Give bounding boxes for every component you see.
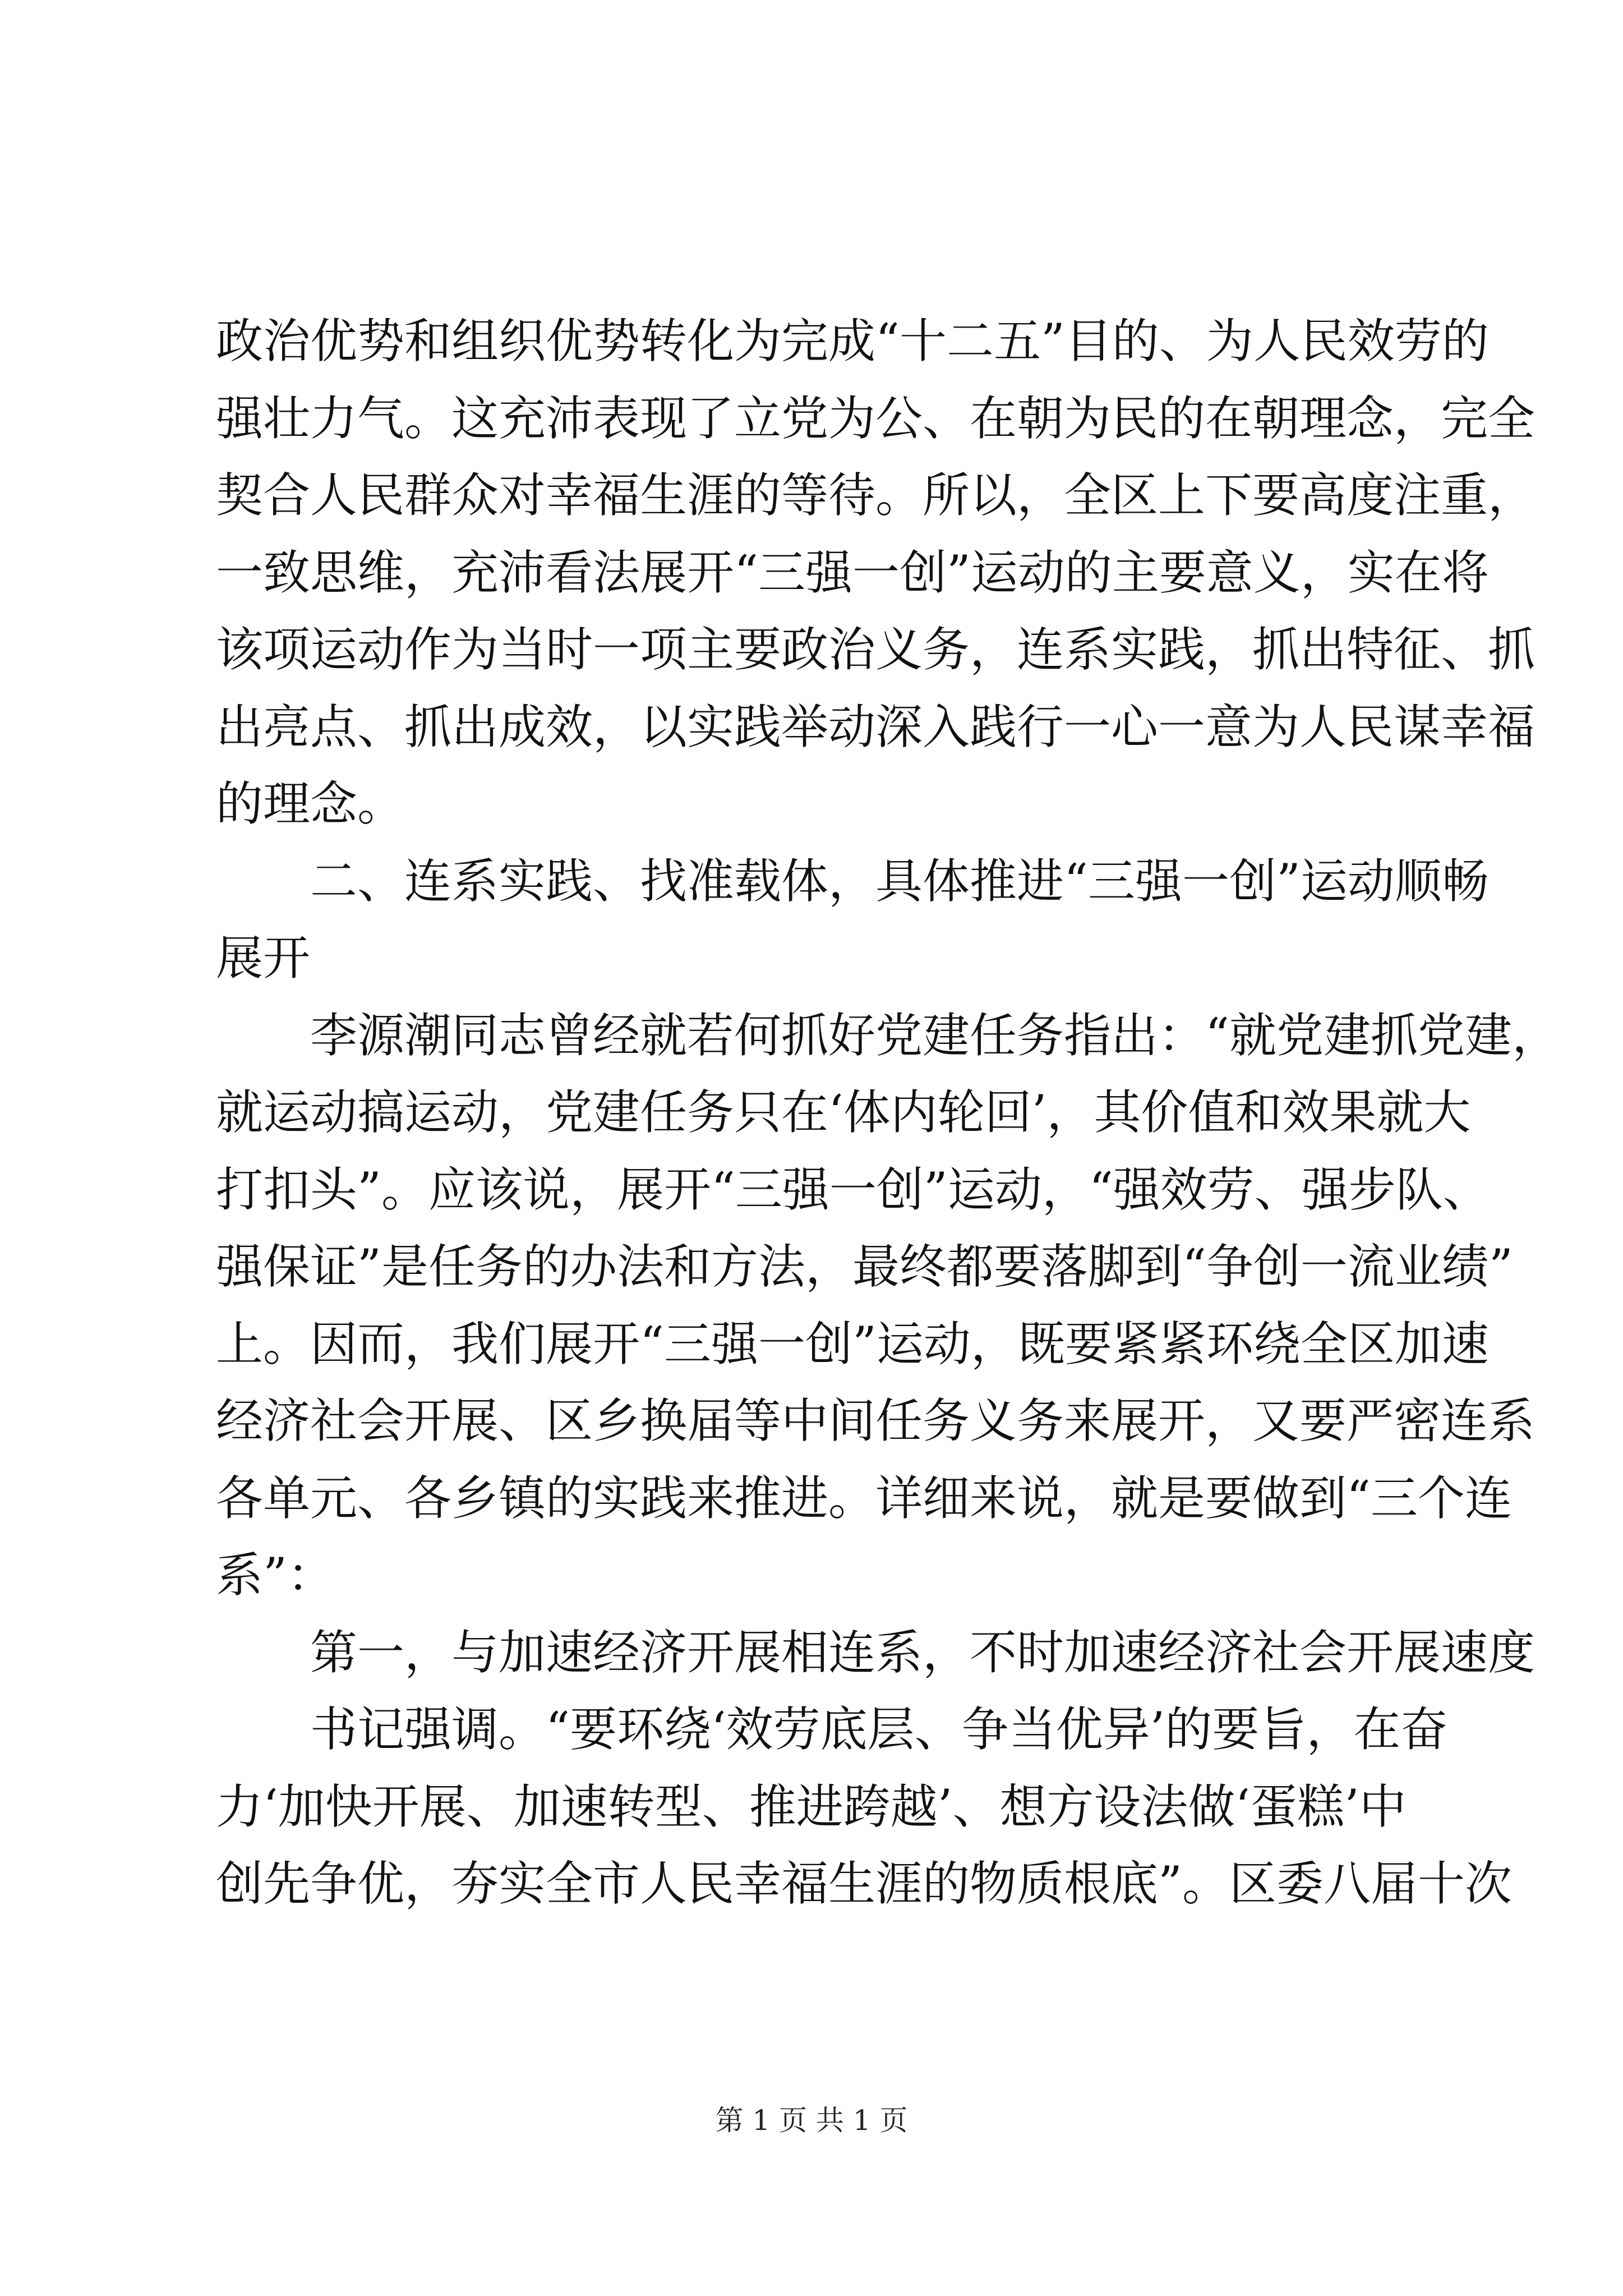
- body-line: 各单元、各乡镇的实践来推进。详细来说，就是要做到“三个连: [216, 1470, 1512, 1526]
- body-line: 出亮点、抓出成效，以实践举动深入践行一心一意为人民谋幸福: [216, 699, 1536, 754]
- body-line: 强保证”是任务的办法和方法，最终都要落脚到“争创一流业绩”: [216, 1239, 1513, 1294]
- body-line: 一致思维，充沛看法展开“三强一创”运动的主要意义，实在将: [216, 545, 1489, 600]
- page-number: 第 1 页 共 1 页: [715, 2104, 908, 2137]
- body-line: 政治优势和组织优势转化为完成“十二五”目的、为人民效劳的: [216, 314, 1489, 369]
- body-line: 力‘加快开展、加速转型、推进跨越’、想方设法做‘蛋糕’中: [216, 1779, 1407, 1834]
- body-line: 就运动搞运动，党建任务只在‘体内轮回’，其价值和效果就大: [216, 1085, 1471, 1140]
- body-line: 强壮力气。这充沛表现了立党为公、在朝为民的在朝理念，完全: [216, 390, 1536, 446]
- body-line: 李源潮同志曾经就若何抓好党建任务指出：“就党建抓党建，: [310, 1007, 1559, 1063]
- section-heading-line: 展开: [216, 931, 311, 986]
- body-line: 创先争优，夯实全市人民幸福生涯的物质根底”。区委八届十次: [216, 1856, 1512, 1911]
- body-line: 系”：: [216, 1548, 334, 1603]
- body-line: 经济社会开展、区乡换届等中间任务义务来展开，又要严密连系: [216, 1393, 1536, 1448]
- document-body: [216, 303, 1559, 1923]
- subheading-line: 第一，与加速经济开展相连系，不时加速经济社会开展速度: [310, 1625, 1536, 1680]
- body-line: 打扣头”。应该说，展开“三强一创”运动，“强效劳、强步队、: [216, 1162, 1490, 1217]
- body-line: 上。因而，我们展开“三强一创”运动，既要紧紧环绕全区加速: [216, 1316, 1489, 1372]
- body-line: 的理念。: [216, 776, 405, 831]
- section-heading-line: 二、连系实践、找准载体，具体推进“三强一创”运动顺畅: [310, 853, 1489, 909]
- body-line: 该项运动作为当时一项主要政治义务，连系实践，抓出特征、抓: [216, 622, 1536, 677]
- body-line: 契合人民群众对幸福生涯的等待。所以，全区上下要高度注重，: [216, 468, 1536, 523]
- body-line: 书记强调。“要环绕‘效劳底层、争当优异’的要旨，在奋: [310, 1702, 1448, 1757]
